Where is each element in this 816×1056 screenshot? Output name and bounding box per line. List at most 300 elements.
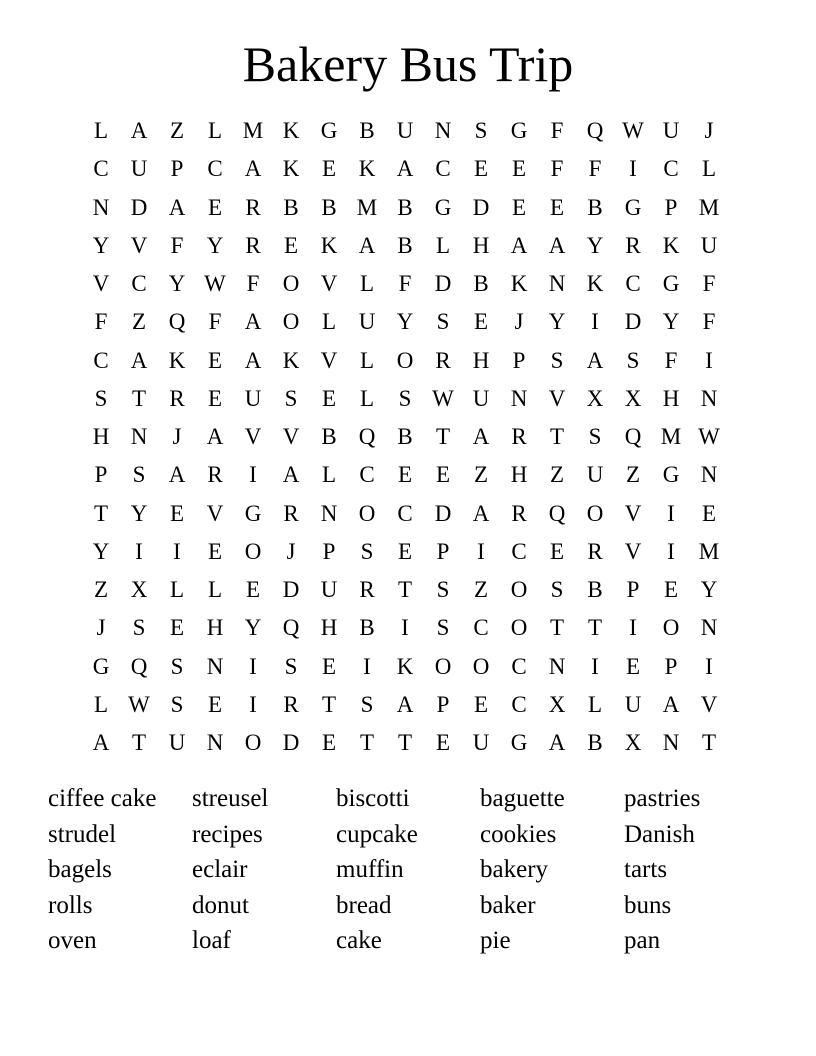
grid-letter: I: [705, 653, 713, 679]
grid-letter: P: [436, 538, 450, 564]
grid-letter: H: [510, 462, 528, 488]
grid-letter: B: [473, 271, 489, 297]
grid-letter: Y: [662, 309, 680, 335]
grid-letter: Q: [548, 500, 566, 526]
grid-letter: R: [435, 347, 451, 373]
grid-letter: C: [511, 538, 527, 564]
grid-letter: K: [282, 118, 300, 144]
word-list-item: loaf: [192, 927, 231, 954]
grid-letter: E: [321, 385, 337, 411]
grid-letter: V: [320, 347, 338, 373]
grid-letter: B: [587, 194, 603, 220]
grid-letter: A: [168, 194, 186, 220]
grid-letter: E: [397, 538, 413, 564]
grid-letter: G: [510, 730, 528, 756]
grid-letter: C: [207, 156, 223, 182]
grid-letter: Y: [700, 577, 718, 603]
grid-letter: B: [397, 424, 413, 450]
grid-letter: E: [511, 156, 527, 182]
grid-letter: E: [397, 462, 413, 488]
grid-letter: Z: [549, 462, 565, 488]
grid-letter: E: [549, 538, 565, 564]
grid-letter: M: [356, 194, 378, 220]
grid-letter: O: [282, 271, 300, 297]
grid-letter: H: [472, 347, 490, 373]
grid-letter: X: [624, 730, 642, 756]
grid-letter: O: [358, 500, 376, 526]
grid-letter: X: [548, 691, 566, 717]
grid-letter: R: [625, 232, 641, 258]
grid-letter: S: [398, 385, 412, 411]
grid-letter: E: [321, 156, 337, 182]
grid-letter: E: [663, 577, 679, 603]
grid-letter: T: [549, 424, 565, 450]
grid-letter: K: [396, 653, 414, 679]
grid-letter: B: [359, 615, 375, 641]
grid-letter: N: [548, 653, 566, 679]
grid-letter: L: [701, 156, 717, 182]
grid-letter: A: [396, 156, 414, 182]
grid-letter: H: [472, 232, 490, 258]
grid-letter: O: [244, 538, 262, 564]
grid-letter: E: [511, 194, 527, 220]
grid-letter: T: [321, 691, 337, 717]
grid-letter: A: [130, 118, 148, 144]
grid-letter: G: [624, 194, 642, 220]
grid-letter: V: [700, 691, 718, 717]
grid-letter: V: [624, 500, 642, 526]
grid-letter: E: [473, 309, 489, 335]
grid-letter: F: [550, 156, 564, 182]
grid-letter: A: [244, 309, 262, 335]
grid-letter: A: [92, 730, 110, 756]
grid-letter: A: [168, 462, 186, 488]
grid-letter: I: [249, 462, 257, 488]
grid-letter: A: [586, 347, 604, 373]
grid-letter: I: [629, 615, 637, 641]
grid-letter: E: [207, 691, 223, 717]
grid-letter: E: [701, 500, 717, 526]
grid-letter: D: [282, 577, 300, 603]
grid-letter: J: [514, 309, 524, 335]
grid-letter: L: [93, 691, 109, 717]
grid-letter: P: [664, 653, 678, 679]
grid-letter: S: [588, 424, 602, 450]
grid-letter: F: [702, 271, 716, 297]
grid-letter: S: [284, 385, 298, 411]
grid-letter: E: [283, 232, 299, 258]
grid-letter: T: [359, 730, 375, 756]
grid-letter: E: [321, 653, 337, 679]
grid-letter: M: [242, 118, 264, 144]
grid-letter: Z: [473, 577, 489, 603]
grid-letter: V: [130, 232, 148, 258]
grid-letter: Z: [131, 309, 147, 335]
grid-letter: D: [434, 271, 452, 297]
grid-letter: K: [358, 156, 376, 182]
grid-letter: L: [435, 232, 451, 258]
grid-letter: J: [172, 424, 182, 450]
grid-letter: C: [131, 271, 147, 297]
grid-letter: E: [435, 462, 451, 488]
grid-letter: W: [204, 271, 226, 297]
grid-letter: I: [629, 156, 637, 182]
grid-letter: L: [169, 577, 185, 603]
grid-letter: N: [700, 385, 718, 411]
grid-letter: T: [549, 615, 565, 641]
grid-letter: K: [168, 347, 186, 373]
grid-letter: D: [472, 194, 490, 220]
grid-letter: N: [434, 118, 452, 144]
grid-letter: D: [434, 500, 452, 526]
grid-letter: T: [131, 730, 147, 756]
word-list-item: buns: [624, 891, 672, 919]
word-list-item: pan: [624, 927, 661, 954]
grid-letter: F: [246, 271, 260, 297]
grid-letter: L: [321, 309, 337, 335]
grid-letter: K: [510, 271, 528, 297]
grid-letter: E: [207, 194, 223, 220]
grid-letter: R: [587, 538, 603, 564]
grid-letter: F: [398, 271, 412, 297]
grid-letter: K: [282, 347, 300, 373]
grid-letter: S: [626, 347, 640, 373]
word-list-item: cookies: [480, 820, 557, 848]
grid-letter: G: [92, 653, 110, 679]
grid-letter: U: [320, 577, 338, 603]
word-list-item: cake: [336, 927, 382, 954]
grid-letter: S: [132, 462, 146, 488]
grid-letter: V: [206, 500, 224, 526]
grid-letter: C: [511, 653, 527, 679]
grid-letter: L: [93, 118, 109, 144]
grid-letter: Q: [130, 653, 148, 679]
grid-letter: X: [624, 385, 642, 411]
grid-letter: R: [283, 500, 299, 526]
grid-letter: F: [702, 309, 716, 335]
grid-letter: Z: [93, 577, 109, 603]
grid-letter: W: [432, 385, 454, 411]
grid-letter: H: [320, 615, 338, 641]
grid-letter: I: [401, 615, 409, 641]
letter-grid: [82, 112, 728, 762]
word-list-item: baker: [480, 891, 536, 919]
grid-letter: N: [130, 424, 148, 450]
grid-letter: X: [586, 385, 604, 411]
grid-letter: L: [587, 691, 603, 717]
page-title: Bakery Bus Trip: [242, 36, 574, 92]
grid-letter: Y: [244, 615, 262, 641]
grid-letter: E: [207, 385, 223, 411]
grid-letter: S: [94, 385, 108, 411]
grid-letter: C: [435, 156, 451, 182]
grid-letter: I: [363, 653, 371, 679]
grid-letter: E: [207, 538, 223, 564]
grid-letter: Q: [358, 424, 376, 450]
grid-letter: C: [511, 691, 527, 717]
grid-letter: Y: [92, 232, 110, 258]
word-list-item: biscotti: [336, 785, 410, 812]
grid-letter: U: [700, 232, 718, 258]
grid-letter: U: [358, 309, 376, 335]
grid-letter: C: [397, 500, 413, 526]
grid-letter: X: [130, 577, 148, 603]
grid-letter: E: [549, 194, 565, 220]
grid-letter: O: [662, 615, 680, 641]
grid-letter: L: [321, 462, 337, 488]
grid-letter: O: [396, 347, 414, 373]
grid-letter: R: [169, 385, 185, 411]
grid-letter: Y: [206, 232, 224, 258]
grid-letter: I: [477, 538, 485, 564]
grid-letter: B: [397, 232, 413, 258]
word-list-item: pie: [480, 927, 511, 954]
grid-letter: S: [550, 347, 564, 373]
grid-letter: W: [128, 691, 150, 717]
grid-letter: E: [169, 615, 185, 641]
grid-letter: C: [473, 615, 489, 641]
grid-letter: V: [624, 538, 642, 564]
grid-letter: S: [436, 309, 450, 335]
grid-letter: Q: [586, 118, 604, 144]
grid-letter: Q: [624, 424, 642, 450]
grid-letter: Y: [168, 271, 186, 297]
grid-letter: P: [436, 691, 450, 717]
grid-letter: V: [244, 424, 262, 450]
grid-letter: P: [322, 538, 336, 564]
grid-letter: U: [662, 118, 680, 144]
grid-letter: T: [397, 577, 413, 603]
grid-letter: I: [667, 500, 675, 526]
grid-letter: M: [660, 424, 682, 450]
grid-letter: A: [396, 691, 414, 717]
word-list-item: strudel: [48, 820, 117, 848]
grid-letter: V: [282, 424, 300, 450]
grid-letter: E: [473, 691, 489, 717]
grid-letter: U: [168, 730, 186, 756]
word-list-item: oven: [48, 927, 97, 954]
grid-letter: F: [550, 118, 564, 144]
word-list-item: baguette: [480, 785, 565, 812]
grid-letter: R: [511, 500, 527, 526]
grid-letter: A: [206, 424, 224, 450]
grid-letter: B: [587, 730, 603, 756]
grid-letter: V: [92, 271, 110, 297]
grid-letter: O: [586, 500, 604, 526]
grid-letter: I: [135, 538, 143, 564]
grid-letter: S: [132, 615, 146, 641]
grid-letter: P: [626, 577, 640, 603]
grid-letter: T: [587, 615, 603, 641]
grid-letter: G: [320, 118, 338, 144]
grid-letter: U: [244, 385, 262, 411]
grid-letter: T: [435, 424, 451, 450]
grid-letter: O: [472, 653, 490, 679]
word-list-item: muffin: [336, 856, 404, 883]
grid-letter: F: [588, 156, 602, 182]
grid-letter: U: [624, 691, 642, 717]
grid-letter: R: [511, 424, 527, 450]
grid-letter: Z: [473, 462, 489, 488]
grid-letter: U: [586, 462, 604, 488]
word-list-item: pastries: [624, 785, 701, 812]
grid-letter: D: [624, 309, 642, 335]
grid-letter: R: [245, 194, 261, 220]
grid-letter: M: [698, 538, 720, 564]
grid-letter: Y: [396, 309, 414, 335]
grid-letter: R: [245, 232, 261, 258]
grid-letter: I: [249, 653, 257, 679]
grid-letter: N: [206, 730, 224, 756]
grid-letter: G: [662, 462, 680, 488]
grid-letter: N: [92, 194, 110, 220]
grid-letter: S: [436, 615, 450, 641]
grid-letter: N: [320, 500, 338, 526]
grid-letter: Z: [625, 462, 641, 488]
grid-letter: T: [397, 730, 413, 756]
grid-letter: A: [548, 730, 566, 756]
grid-letter: K: [282, 156, 300, 182]
grid-letter: I: [705, 347, 713, 373]
grid-letter: F: [208, 309, 222, 335]
grid-letter: E: [207, 347, 223, 373]
grid-letter: J: [96, 615, 106, 641]
grid-letter: A: [472, 424, 490, 450]
grid-letter: S: [284, 653, 298, 679]
grid-letter: A: [130, 347, 148, 373]
grid-letter: A: [282, 462, 300, 488]
grid-letter: N: [548, 271, 566, 297]
grid-letter: E: [321, 730, 337, 756]
grid-letter: N: [206, 653, 224, 679]
grid-letter: I: [667, 538, 675, 564]
grid-letter: S: [474, 118, 488, 144]
grid-letter: C: [663, 156, 679, 182]
grid-letter: K: [320, 232, 338, 258]
grid-letter: U: [396, 118, 414, 144]
grid-letter: R: [283, 691, 299, 717]
grid-letter: R: [359, 577, 375, 603]
grid-letter: J: [286, 538, 296, 564]
word-list-item: recipes: [192, 820, 263, 848]
grid-letter: W: [622, 118, 644, 144]
grid-letter: F: [664, 347, 678, 373]
grid-letter: C: [625, 271, 641, 297]
grid-letter: A: [662, 691, 680, 717]
word-list: [48, 781, 768, 959]
grid-letter: L: [359, 271, 375, 297]
grid-letter: A: [548, 232, 566, 258]
grid-letter: C: [93, 156, 109, 182]
grid-letter: C: [359, 462, 375, 488]
grid-letter: Y: [586, 232, 604, 258]
grid-letter: S: [170, 653, 184, 679]
grid-letter: B: [397, 194, 413, 220]
grid-letter: E: [245, 577, 261, 603]
grid-letter: F: [94, 309, 108, 335]
grid-letter: W: [698, 424, 720, 450]
grid-letter: P: [664, 194, 678, 220]
grid-letter: T: [93, 500, 109, 526]
grid-letter: N: [700, 462, 718, 488]
grid-letter: O: [282, 309, 300, 335]
grid-letter: Y: [548, 309, 566, 335]
grid-letter: L: [207, 118, 223, 144]
grid-letter: B: [321, 194, 337, 220]
grid-letter: N: [662, 730, 680, 756]
grid-letter: Q: [282, 615, 300, 641]
grid-letter: Q: [168, 309, 186, 335]
grid-letter: L: [359, 385, 375, 411]
grid-letter: P: [94, 462, 108, 488]
grid-letter: U: [130, 156, 148, 182]
grid-letter: E: [473, 156, 489, 182]
grid-letter: U: [472, 730, 490, 756]
grid-letter: G: [434, 194, 452, 220]
word-list-item: tarts: [624, 856, 668, 883]
grid-letter: O: [510, 577, 528, 603]
word-list-item: Danish: [624, 820, 695, 848]
grid-letter: O: [434, 653, 452, 679]
grid-letter: P: [512, 347, 526, 373]
grid-letter: G: [510, 118, 528, 144]
grid-letter: S: [550, 577, 564, 603]
grid-letter: G: [662, 271, 680, 297]
grid-letter: D: [130, 194, 148, 220]
grid-letter: A: [510, 232, 528, 258]
word-list-item: ciffee cake: [48, 785, 157, 812]
grid-letter: U: [472, 385, 490, 411]
grid-letter: O: [244, 730, 262, 756]
grid-letter: I: [591, 653, 599, 679]
grid-letter: C: [93, 347, 109, 373]
grid-letter: H: [662, 385, 680, 411]
grid-letter: B: [587, 577, 603, 603]
grid-letter: L: [359, 347, 375, 373]
grid-letter: B: [359, 118, 375, 144]
grid-letter: R: [207, 462, 223, 488]
grid-letter: V: [320, 271, 338, 297]
grid-letter: H: [206, 615, 224, 641]
grid-letter: N: [700, 615, 718, 641]
word-list-item: donut: [192, 891, 249, 919]
grid-letter: N: [510, 385, 528, 411]
grid-letter: Y: [92, 538, 110, 564]
grid-letter: S: [360, 691, 374, 717]
grid-letter: O: [510, 615, 528, 641]
grid-letter: T: [701, 730, 717, 756]
grid-letter: J: [704, 118, 714, 144]
grid-letter: M: [698, 194, 720, 220]
grid-letter: I: [249, 691, 257, 717]
word-list-item: bread: [336, 891, 392, 919]
grid-letter: A: [358, 232, 376, 258]
grid-letter: S: [170, 691, 184, 717]
grid-letter: L: [207, 577, 223, 603]
grid-letter: F: [170, 232, 184, 258]
grid-letter: K: [586, 271, 604, 297]
word-list-item: bakery: [480, 856, 549, 883]
word-list-item: streusel: [192, 785, 269, 812]
word-list-item: cupcake: [336, 820, 418, 848]
grid-letter: S: [360, 538, 374, 564]
grid-letter: P: [170, 156, 184, 182]
word-list-item: bagels: [48, 856, 112, 883]
grid-letter: T: [131, 385, 147, 411]
grid-letter: A: [472, 500, 490, 526]
grid-letter: S: [436, 577, 450, 603]
grid-letter: E: [435, 730, 451, 756]
